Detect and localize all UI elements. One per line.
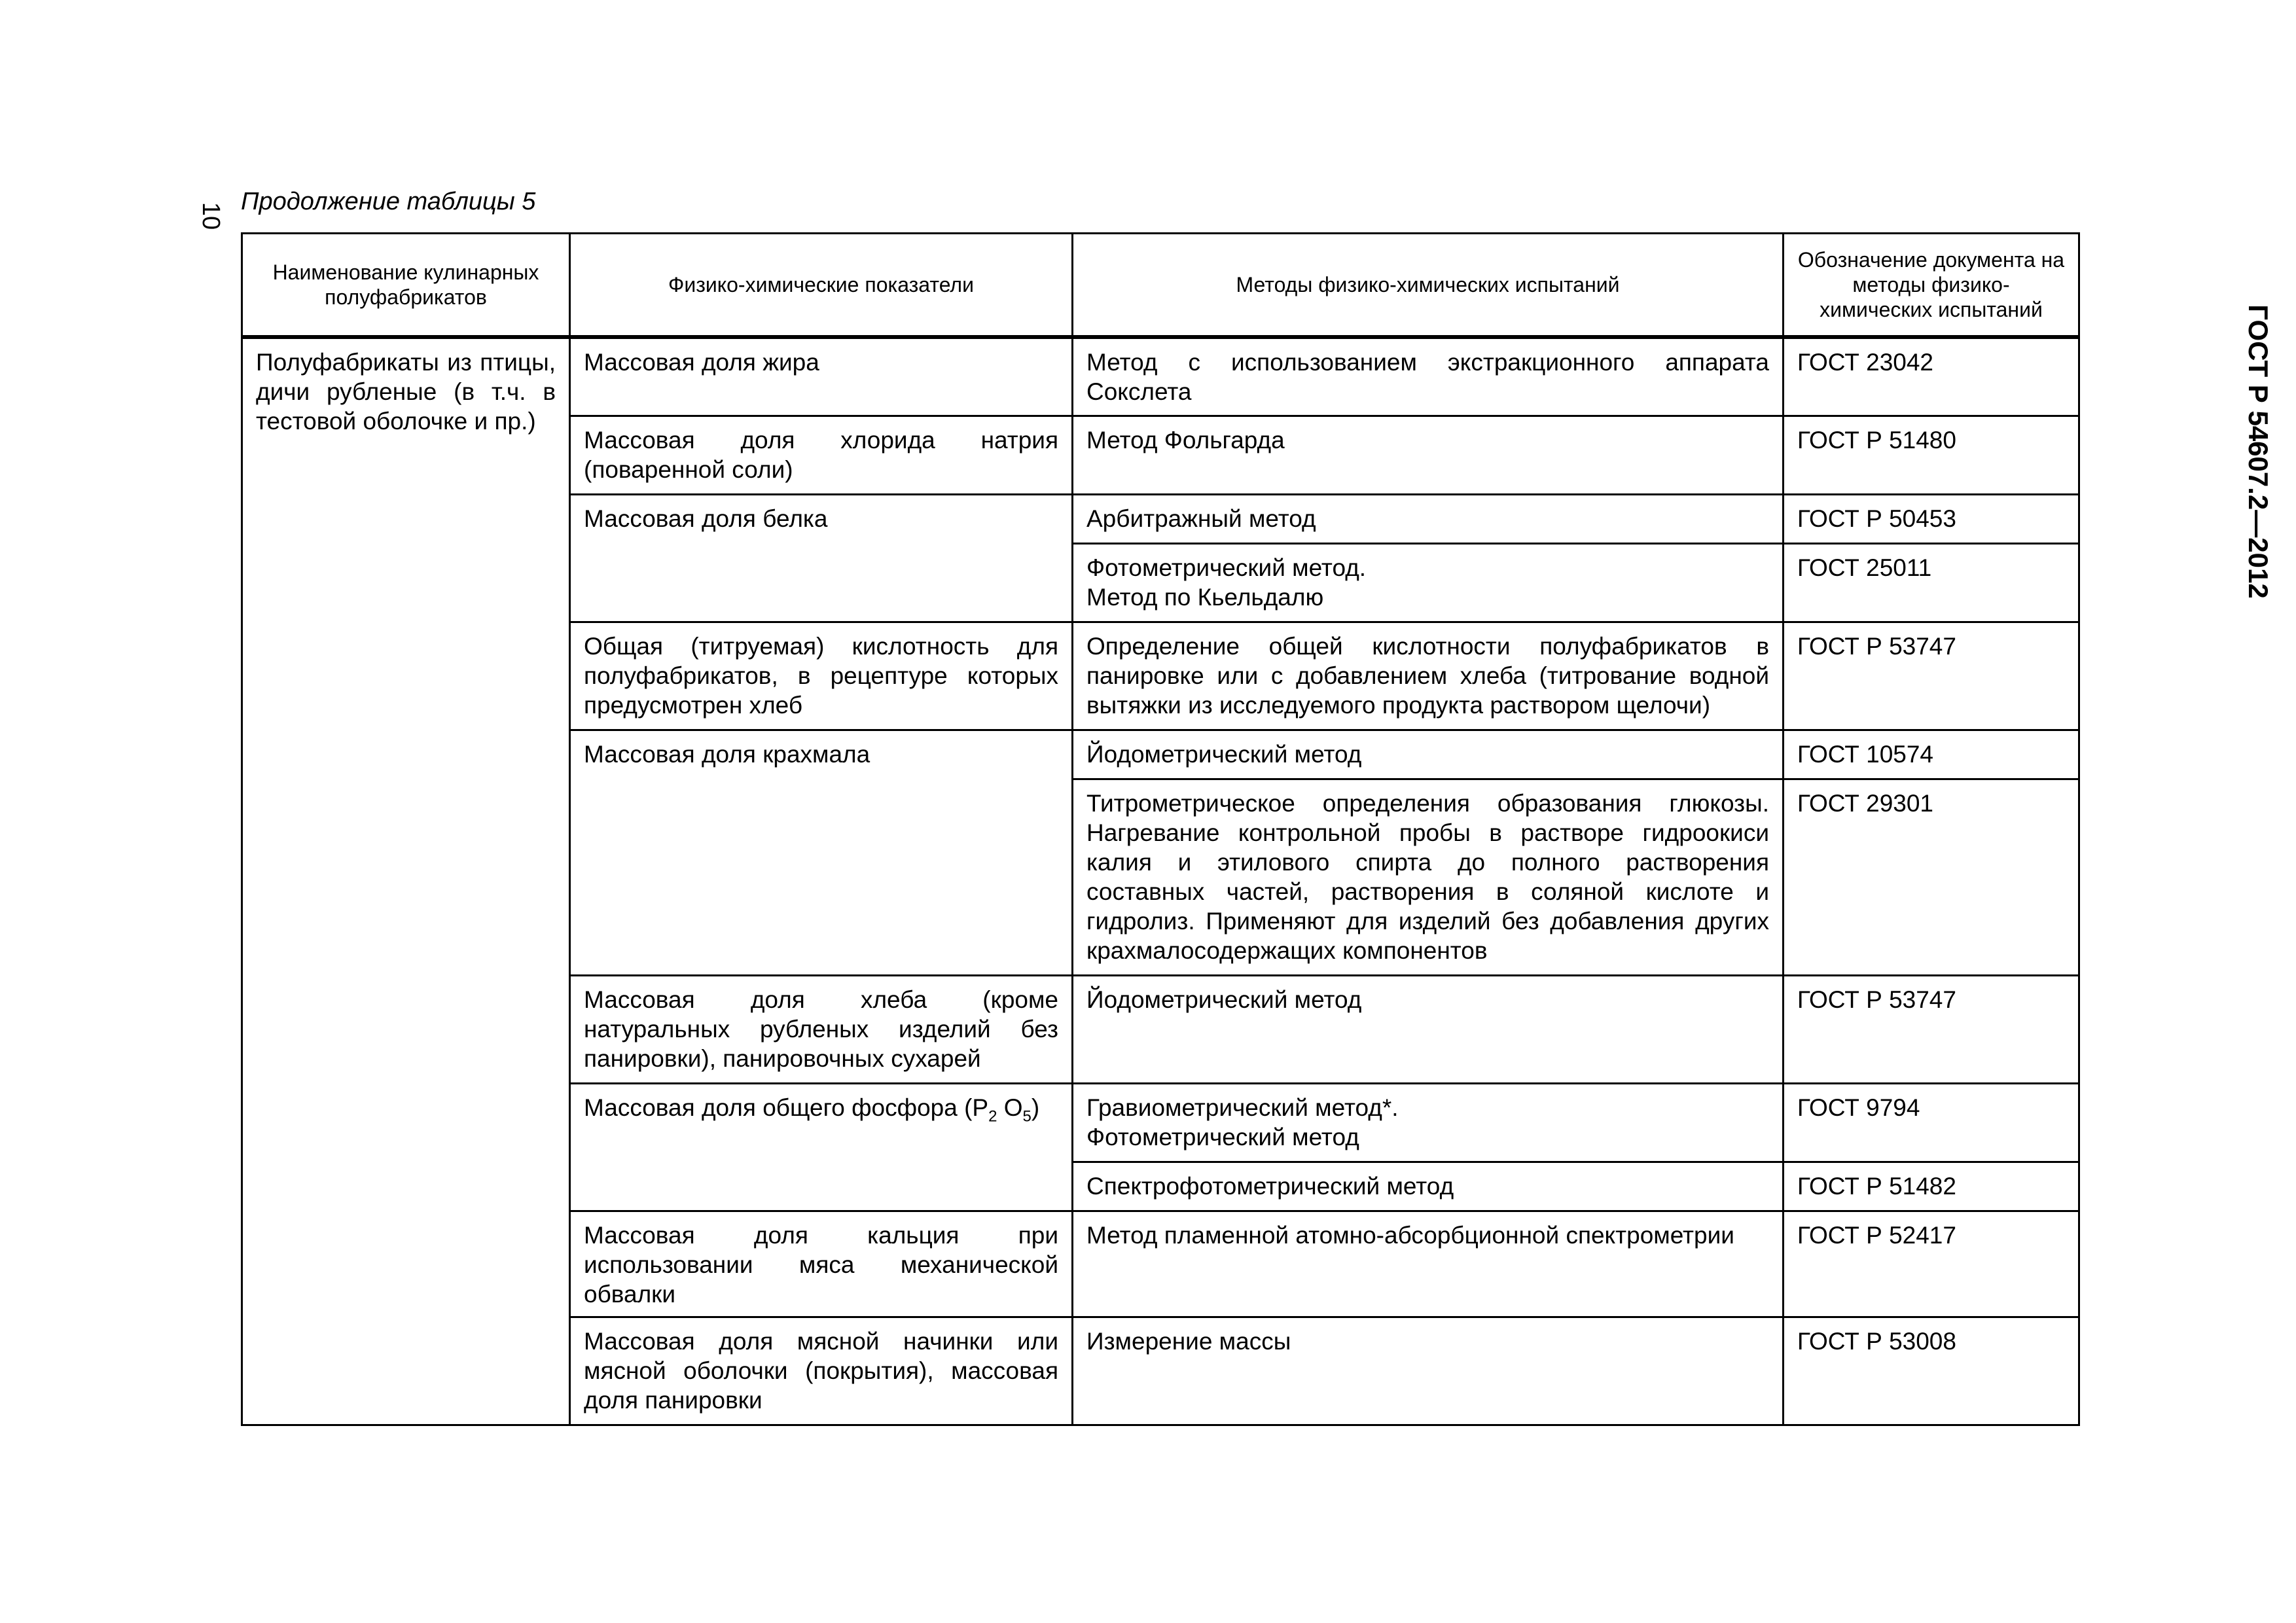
document-code-cell: ГОСТ Р 53008 [1784,1317,2079,1425]
method-cell: Метод пламенной атомно-абсорбционной спектрометрии [1073,1211,1784,1317]
table-header-row [242,234,2079,338]
document-code-cell: ГОСТ Р 53747 [1784,975,2079,1083]
document-code-cell: ГОСТ 23042 [1784,337,2079,416]
page-number: 10 [197,202,225,230]
method-cell: Измерение массы [1073,1317,1784,1425]
header-product-name: Наименование кулинарных полуфабрикатов [242,234,570,338]
method-line: Фотометрический метод [1086,1123,1359,1150]
indicator-cell: Общая (титруемая) кислотность для полуфабрикатов, в рецептуре которых предусмотрен хлеб [570,622,1073,730]
table-caption: Продолжение таблицы 5 [241,188,536,215]
method-cell [1073,1083,1784,1162]
method-cell: Титрометрическое определения образования глюкозы. Нагревание контрольной пробы в растворе гидроокиси калия и этилового спирта до полного растворения составных частей, растворения в соляной кислоте и гидролиз. Применяют для изделий без добавления других крахмалосодержащих компонентов [1073,779,1784,975]
header-document-code: Обозначение документа на методы физико-химических испытаний [1784,234,2079,338]
method-line: Фотометрический метод. [1086,554,1367,581]
document-code-cell: ГОСТ Р 50453 [1784,494,2079,543]
document-code-cell: ГОСТ 29301 [1784,779,2079,975]
method-cell: Йодометрический метод [1073,975,1784,1083]
document-code-cell: ГОСТ 9794 [1784,1083,2079,1162]
method-line: Метод по Кьельдалю [1086,583,1324,611]
method-cell: Определение общей кислотности полуфабрикатов в панировке или с добавлением хлеба (титрование водной вытяжки из исследуемого продукта раствором щелочи) [1073,622,1784,730]
subscript: 2 [988,1107,997,1125]
indicator-cell: Массовая доля белка [570,494,1073,622]
subscript: 5 [1022,1107,1031,1125]
indicator-cell [570,1083,1073,1211]
method-cell: Йодометрический метод [1073,730,1784,779]
method-cell [1073,543,1784,622]
indicator-cell: Массовая доля мясной начинки или мясной оболочки (покрытия), массовая доля панировки [570,1317,1073,1425]
document-code-cell: ГОСТ 10574 [1784,730,2079,779]
method-cell: Метод с использованием экстракционного аппарата Сокслета [1073,337,1784,416]
document-code: ГОСТ Р 54607.2—2012 [2243,304,2274,599]
document-code-cell: ГОСТ Р 51482 [1784,1162,2079,1211]
indicator-cell: Массовая доля крахмала [570,730,1073,975]
method-cell: Спектрофотометрический метод [1073,1162,1784,1211]
table-row [242,337,2079,416]
method-cell: Метод Фольгарда [1073,416,1784,494]
method-cell: Арбитражный метод [1073,494,1784,543]
document-code-cell: ГОСТ 25011 [1784,543,2079,622]
methods-table [241,232,2080,1426]
document-code-cell: ГОСТ Р 53747 [1784,622,2079,730]
product-name-cell: Полуфабрикаты из птицы, дичи рубленые (в т.ч. в тестовой оболочке и пр.) [242,337,570,1425]
header-indicators: Физико-химические показатели [570,234,1073,338]
phosphorus-label: Массовая доля общего фосфора (P [584,1094,989,1121]
indicator-cell: Массовая доля жира [570,337,1073,416]
document-code-cell: ГОСТ Р 51480 [1784,416,2079,494]
header-methods: Методы физико-химических испытаний [1073,234,1784,338]
phosphorus-label-end: ) [1031,1094,1040,1121]
method-line: Гравиометрический метод*. [1086,1094,1399,1121]
indicator-cell: Массовая доля кальция при использовании мяса механической обвалки [570,1211,1073,1317]
indicator-cell: Массовая доля хлорида натрия (поваренной соли) [570,416,1073,494]
phosphorus-label-part: O [997,1094,1023,1121]
document-code-cell: ГОСТ Р 52417 [1784,1211,2079,1317]
indicator-cell: Массовая доля хлеба (кроме натуральных рубленых изделий без панировки), панировочных сухарей [570,975,1073,1083]
